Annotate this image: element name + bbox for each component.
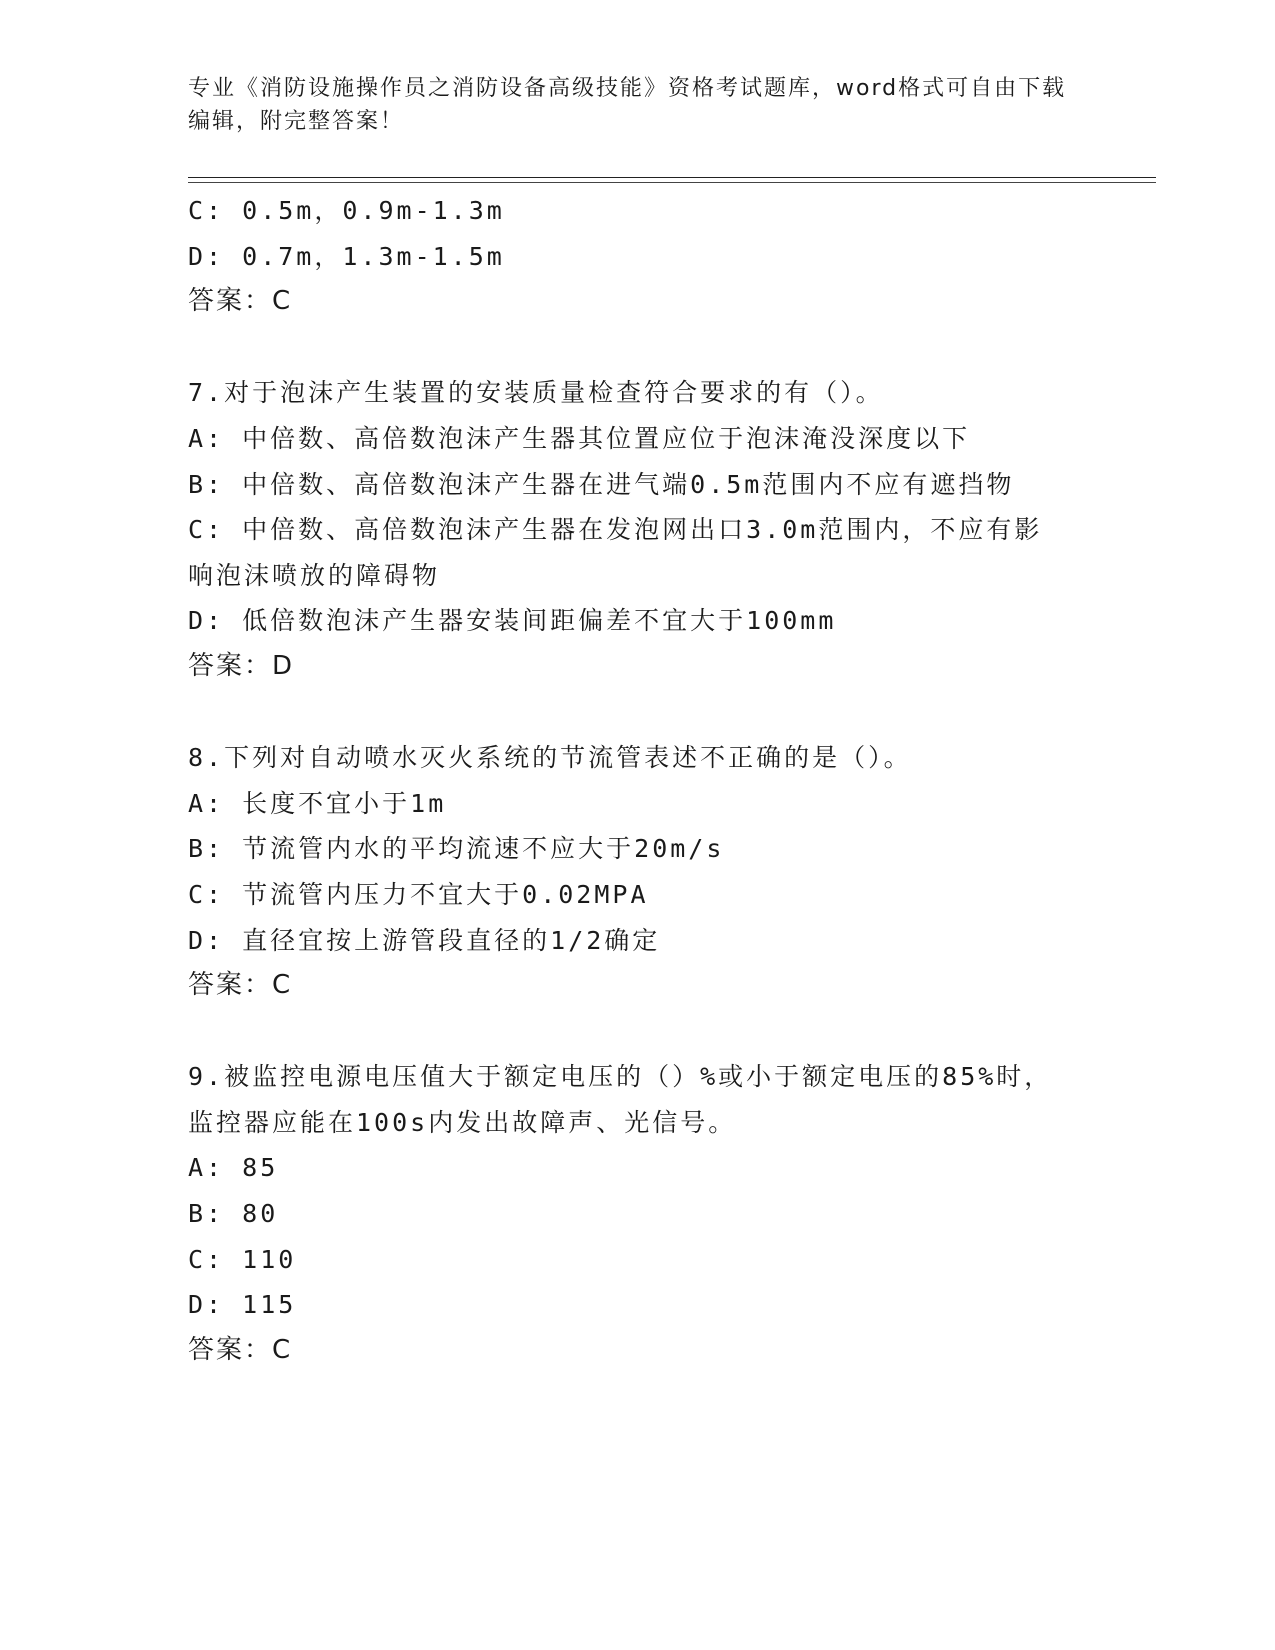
question-9	[188, 1054, 1068, 1373]
option-a: A: 长度不宜小于1m	[188, 788, 447, 818]
option-c: C: 节流管内压力不宜大于0.02MPA	[188, 879, 649, 909]
spacer	[188, 325, 1068, 371]
option-c: C: 110	[188, 1244, 297, 1274]
option-d: D: 115	[188, 1290, 297, 1320]
option-d: D: 0.7m，1.3m-1.5m	[188, 241, 505, 271]
question-stem: 7.对于泡沫产生装置的安装质量检查符合要求的有（）。	[188, 378, 884, 408]
question-7	[188, 370, 1068, 689]
option-b: B: 中倍数、高倍数泡沫产生器在进气端0.5m范围内不应有遮挡物	[188, 469, 1015, 499]
option-a: A: 中倍数、高倍数泡沫产生器其位置应位于泡沫淹没深度以下	[188, 423, 971, 453]
header-divider	[188, 177, 1156, 178]
header-divider-thin	[188, 182, 1156, 183]
question-stem: 8.下列对自动喷水灭火系统的节流管表述不正确的是（）。	[188, 743, 912, 773]
question-stem: 9.被监控电源电压值大于额定电压的（）%或小于额定电压的85%时，监控器应能在100s内发出故障声、光信号。	[188, 1062, 1053, 1137]
option-a: A: 85	[188, 1153, 279, 1183]
option-b: B: 80	[188, 1199, 279, 1229]
answer-line: 答案：C	[188, 1334, 293, 1365]
option-c: C: 中倍数、高倍数泡沫产生器在发泡网出口3.0m范围内，不应有影响泡沫喷放的障碍物	[188, 515, 1043, 590]
prev-question-block	[188, 188, 1068, 325]
answer-line: 答案：C	[188, 970, 293, 1001]
document-header	[188, 72, 1068, 138]
answer-line: 答案：C	[188, 286, 293, 317]
option-c: C: 0.5m，0.9m-1.3m	[188, 196, 505, 225]
question-8	[188, 735, 1068, 1009]
option-d: D: 直径宜按上游管段直径的1/2确定	[188, 925, 661, 955]
question-list	[188, 188, 1068, 1373]
option-d: D: 低倍数泡沫产生器安装间距偏差不宜大于100mm	[188, 606, 837, 636]
spacer	[188, 1009, 1068, 1055]
answer-line: 答案：D	[188, 650, 295, 681]
header-text: 专业《消防设施操作员之消防设备高级技能》资格考试题库，word格式可自由下载编辑，附完整答案！	[188, 76, 1067, 134]
spacer	[188, 690, 1068, 736]
option-b: B: 节流管内水的平均流速不应大于20m/s	[188, 834, 725, 864]
